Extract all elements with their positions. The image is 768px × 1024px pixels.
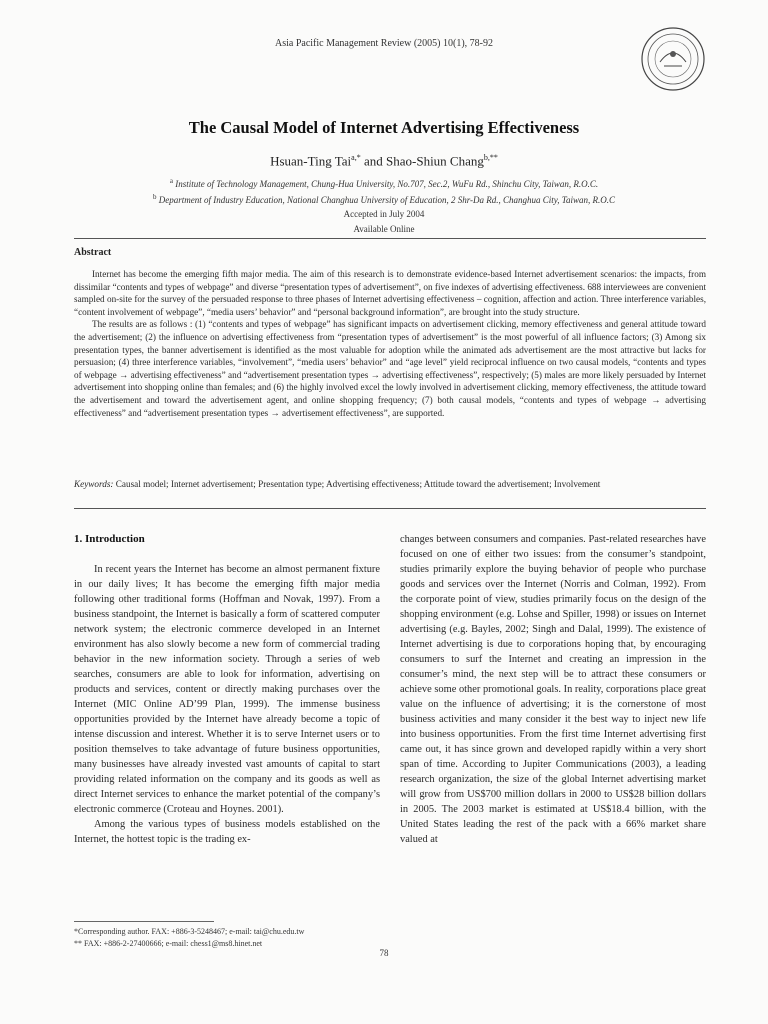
affiliation-b: $^b$ Department of Industry Education, National Changhua University of Education, 2 Shr-Da Rd., Changhua City, Taiwan, R.O.C <box>153 193 615 205</box>
abstract-top-rule <box>74 238 706 239</box>
body-paragraph: In recent years the Internet has become an almost permanent fixture in our daily lives; It has become the emerging fifth major media following other traditional forms (Hoffman and Novak, 1997). From a business standpoint, the Internet is basically a form of scattered computer network system; the electronic commerce developed in an Internet environment has also slowly become a new form of commercial trading behavior in the new information society. Through a series of web searches, consumers are able to look for information, advertising on products and services, content or directly making purchases over the Internet (MIC Online AD’99 Plan, 1999). The immense business opportunities provided by the Internet have already become a topic of intense discussion and interest. Whether it is to serve Internet users or to position themselves to take advantage of future business opportunities, many businesses have already invested vast amounts of capital to start providing related information on the company and its goods as well as direct Internet services to enhance the market potential of the company’s electronic commerce (Croteau and Hoynes. 2001). <box>74 564 380 815</box>
body-paragraph: Among the various types of business models established on the Internet, the hottest topic is the trading ex- <box>74 819 380 845</box>
authors-connector: and <box>360 153 387 169</box>
right-column <box>400 532 706 847</box>
author-1-name: Hsuan-Ting Tai <box>270 153 352 169</box>
abstract-paragraph: The results are as follows : (1) “contents and types of webpage” has significant impacts on advertisement clicking, memory effectiveness and general attitude toward the advertisement; (2) the influence on advertising effectiveness from “presentation types of advertisement” is the most powerful of all influence factors; (3) Among six presentation types, the banner advertisement is identified as the most valuable for adoption while the animated ads advertisement are the most attractive but lacks for persuasion; (4) three interference variables, “involvement”, “media users’ behavior” and “age level” yield reciprocal influence on two causal models, “contents and types of webpage → advertising effectiveness” and “advertisement presentation types → advertising effectiveness”, respectively; (5) males are more likely persuaded by Internet advertisement into shopping online than females; and (6) the highly involved excel the lowly involved in advertisement clicking, memory effectiveness, the attitude toward the advertisement and toward the advertisement agent, and online shopping frequency; (7) both causal models, “contents and types of webpage → advertising effectiveness” and “advertisement presentation types → advertisement effectiveness”, are supported. <box>74 319 706 418</box>
author-1-superscript: a,* <box>351 153 361 162</box>
authors-line <box>0 153 768 169</box>
abstract-body <box>74 268 706 419</box>
author-2-name: Shao-Shiun Chang <box>386 153 484 169</box>
abstract-paragraph: Internet has become the emerging fifth major media. The aim of this research is to demonstrate evidence-based Internet advertisement scenarios: the impacts, from dissimilar “contents and types of webpage” and diverse “presentation types of advertisement”, on five indexes of advertising effectiveness. 688 interviewees are convenient sampled on-site for the survey of the persuaded response to three phases of Internet advertising effectiveness – cognition, affection and action. Three interference variables, “content involvement of webpage”, “media users’ behavior” and “personal background information”, are brought into the study structure. <box>74 269 706 317</box>
abstract-bottom-rule <box>74 508 706 509</box>
page-number: 78 <box>379 948 389 958</box>
abstract-heading: Abstract <box>74 247 112 258</box>
footnote-rule <box>74 921 214 922</box>
keywords-text: Causal model; Internet advertisement; Presentation type; Advertising effectiveness; Attitude toward the advertisement; Involvement <box>113 479 601 489</box>
footnote: *Corresponding author. FAX: +886-3-5248467; e-mail: tai@chu.edu.tw <box>74 927 305 936</box>
body-paragraph: changes between consumers and companies. Past-related researches have focused on one of either two issues: from the consumer’s standpoint, studies primarily explore the buying behavior of people who purchase goods and services over the Internet (Norris and Colman, 1992). From the corporate point of view, studies primarily focus on the design of the shopping environment (e.g. Lohse and Spiller, 1998) or issues on Internet advertising (e.g. Bayles, 2002; Singh and Dalal, 1999). The existence of Internet advertising is due to corporations hoping that, by encouraging consumers to surf the Internet and creating an impression in the consumer’s mind, the next step will be to attract these consumers or achieve some other promotional goals. In reality, corporations place great value on the influence of advertising; it is the cornerstone of most business activities and many consider it the best way to inject new life into business opportunities. From the first time Internet advertising first came out, it has since grown and developed rapidly within a very short span of time. According to Jupiter Communications (2003), a leading research organization, the size of the global Internet advertising market will grow from US$700 million dollars in 2000 to US$28 billion dollars in 2005. The 2003 market is estimated at US$18.4 billion, with the United States leading the rest of the pack with a 66% market share valued at <box>400 534 706 845</box>
paper-title: The Causal Model of Internet Advertising Effectiveness <box>188 118 580 137</box>
journal-seal-logo <box>640 26 706 92</box>
accepted-date: Accepted in July 2004 <box>343 209 425 219</box>
author-2-superscript: b,** <box>483 153 498 162</box>
journal-header: Asia Pacific Management Review (2005) 10(1), 78-92 <box>275 38 493 49</box>
available-online: Available Online <box>353 224 415 234</box>
left-column <box>74 532 380 847</box>
footnote: ** FAX: +886-2-27400666; e-mail: chess1@ms8.hinet.net <box>74 939 263 948</box>
affiliation-a: $^a$ Institute of Technology Management, Chung-Hua University, No.707, Sec.2, WuFu Rd., Shinchu City, Taiwan, R.O.C. <box>169 177 599 189</box>
footnotes <box>74 926 474 950</box>
section-heading: 1. Introduction <box>74 533 145 545</box>
keywords-label: Keywords: <box>74 479 114 489</box>
keywords <box>74 478 706 491</box>
